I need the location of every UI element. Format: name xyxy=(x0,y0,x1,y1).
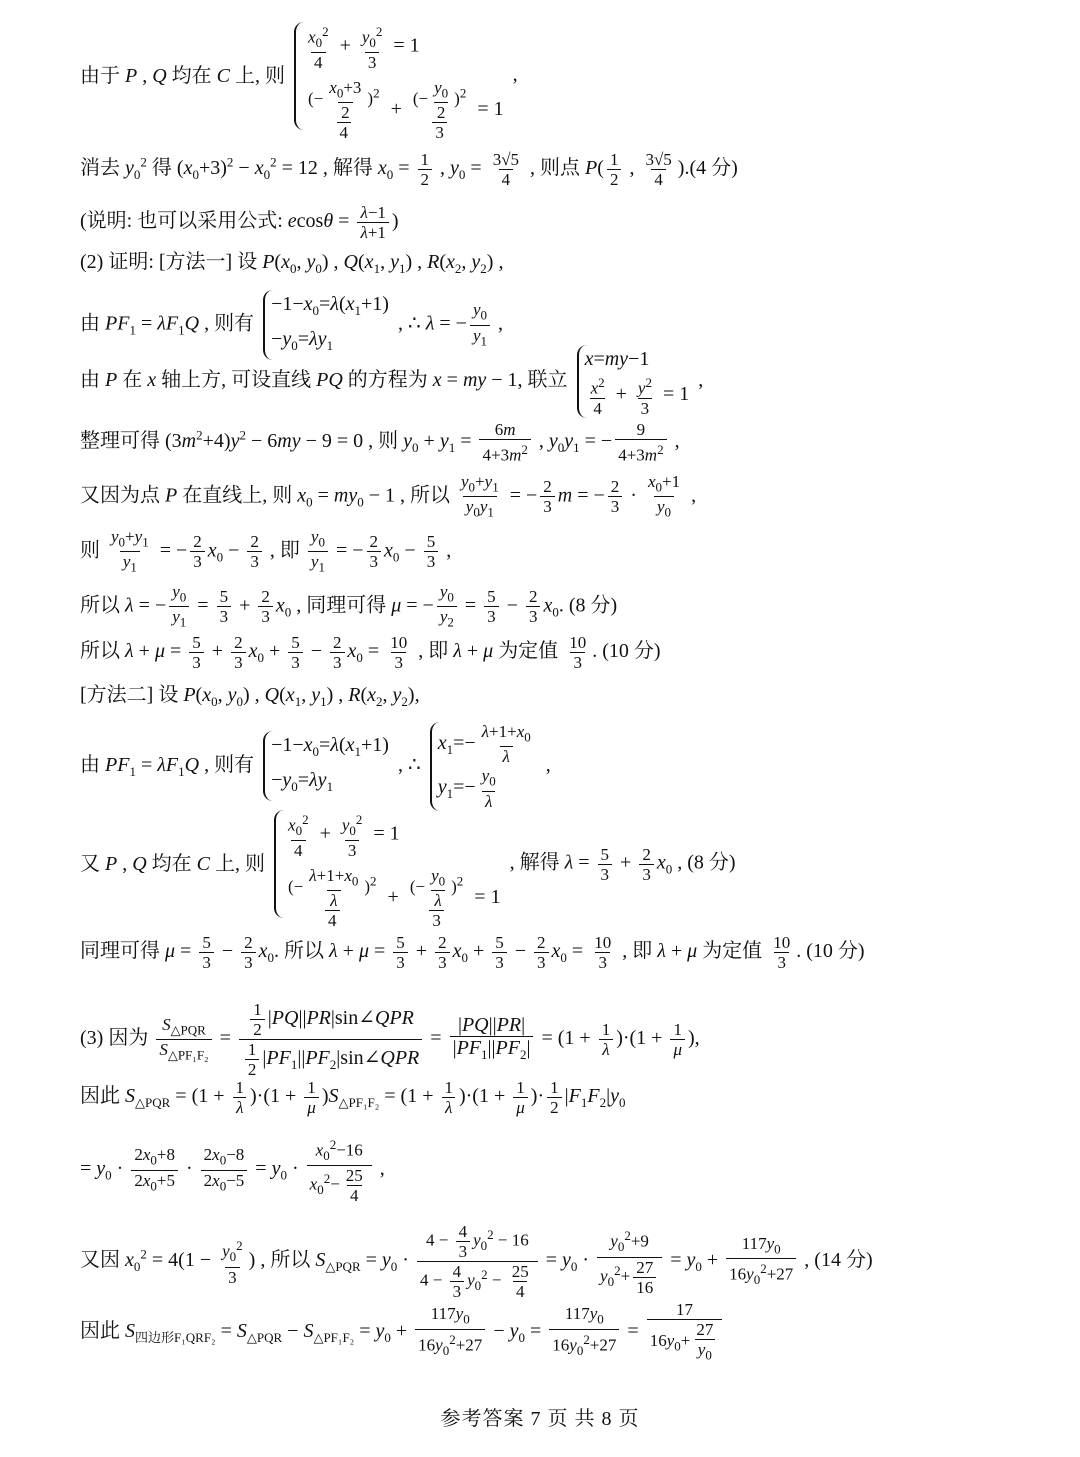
eq-line-1: 由于 P , Q 均在 C 上, 则 $\frac{x_0^2}{4}$ + $\frac{y_0^2}{3}$ = 1 (− $\frac{x_0+3}{2}$ )$^2$ 4 + (− $\frac{y_0}{2}$ )$^2$ 3 = 1 , xyxy=(80,24,518,143)
eq-line-19: 又因 $x_0^2 = 4(1$ − $\frac{y_0^2}{3}$ ) , 所以 $S_{\triangle PQR} = y_0$ · 4 − $\frac{4}{3}$ $y_0^2 - 16$ 4 − $\frac{4}{3}$ $y_0^2$ − $\frac{25}{4}$ = $y_0$ · $y_0^2+9$ $y_0^2+$ $\frac{27}{16}$ = $y_0$ + $\frac{117y_0}{16y_0^2+27}$ , (14 分) xyxy=(80,1222,873,1301)
eq-line-6: 由 P 在 x 轴上方, 可设直线 PQ 的方程为 x = my − 1, 联立 x=my−1 $\frac{x^2}{4}$ + $\frac{y^2}{3}$ = 1 , xyxy=(80,345,703,418)
eq-line-9: 则 $\frac{y_0+y_1}{y_1}$ = − $\frac{2}{3}$ $x_0$ − $\frac{2}{3}$ , 即 $\frac{y_0}{y_1}$ = − $\frac{2}{3}$ $x_0$ − $\frac{5}{3}$ , xyxy=(80,527,452,575)
eq-line-3: (说明: 也可以采用公式: ecosθ = $\frac{\lambda-1}{\lambda+1}$ ) xyxy=(80,203,399,242)
eq-line-2: 消去 $y_0^2$ 得 $(x_0+3)^2 - x_0^2 = 12$ , 解得 $x_0$ = $\frac{1}{2}$ , $y_0$ = $\frac{3√5}{4}$ , 则点 P( $\frac{1}{2}$ , $\frac{3√5}{4}$ ).(4 分) xyxy=(80,150,738,189)
eq-line-17: 因此 $S_{\triangle PQR} = (1$ + $\frac{1}{\lambda}$ )·(1 + $\frac{1}{\mu}$ )$S_{\triangle PF_1F_2} = (1$ + $\frac{1}{\lambda}$ )·(1 + $\frac{1}{\mu}$ )· $\frac{1}{2}$ $|F_1F_2|y_0$ xyxy=(80,1078,626,1117)
eq-line-7: 整理可得 $(3m^2+4)y^2 - 6my - 9 = 0$ , 则 $y_0 + y_1$ = $\frac{6m}{4+3m^2}$ , $y_0y_1$ = − $\frac{9}{4+3m^2}$ , xyxy=(80,420,680,465)
eq-line-11: 所以 λ + μ = $\frac{5}{3}$ + $\frac{2}{3}$ $x_0$ + $\frac{5}{3}$ − $\frac{2}{3}$ $x_0$ = $\frac{10}{3}$ , 即 λ + μ 为定值 $\frac{10}{3}$ . (10 分) xyxy=(80,633,661,672)
eq-line-12: [方法二] 设 $P(x_0$, $y_0$) , $Q(x_1$, $y_1$) , $R(x_2$, $y_2$), xyxy=(80,684,420,709)
eq-line-13: 由 $PF_1 = \lambda F_1Q$ , 则有 $-1-x_0=\lambda(x_1+1)$ $-y_0=\lambda y_1$ , ∴ $x_1=-$ $\frac{\lambda+1+x_0}{\lambda}$ $y_1=-$ $\frac{y_0}{\lambda}$ , xyxy=(80,722,551,811)
page-footer: 参考答案 7 页 共 8 页 xyxy=(440,1408,640,1430)
eq-line-8: 又因为点 P 在直线上, 则 $x_0 = my_0 - 1$ , 所以 $\frac{y_0+y_1}{y_0y_1}$ = − $\frac{2}{3}$ m = − $\frac{2}{3}$ · $\frac{x_0+1}{y_0}$ , xyxy=(80,472,697,520)
eq-line-20: 因此 $S_{四边形F_1QRF_2} = S_{\triangle PQR} - S_{\triangle PF_1F_2} = y_0$ + $\frac{117y_0}{16y_0^2+27}$ − $y_0$ = $\frac{117y_0}{16y_0^2+27}$ = 17 $16y_0+$ $\frac{27}{y_0}$ xyxy=(80,1300,725,1364)
eq-line-16: (3) 因为 $S_{\triangle PQR}$ $S_{\triangle PF_1F_2}$ = $\frac{1}{2}$ |PQ||PR|sin∠QPR $\frac{1}{2}$ $|PF_1||PF_2|\sin\angle QPR$ = $\frac{|PQ||PR|}{|PF_1||PF_2|}$ = (1 + $\frac{1}{\lambda}$ )·(1 + $\frac{1}{\mu}$ ), xyxy=(80,1000,700,1079)
eq-line-5: 由 $PF_1 = \lambda F_1Q$ , 则有 $-1-x_0=\lambda(x_1+1)$ $-y_0=\lambda y_1$ , ∴ λ = − $\frac{y_0}{y_1}$ , xyxy=(80,290,503,360)
eq-line-10: 所以 λ = − $\frac{y_0}{y_1}$ = $\frac{5}{3}$ + $\frac{2}{3}$ $x_0$ , 同理可得 μ = − $\frac{y_0}{y_2}$ = $\frac{5}{3}$ − $\frac{2}{3}$ $x_0$. (8 分) xyxy=(80,582,618,630)
eq-line-4: (2) 证明: [方法一] 设 $P(x_0$, $y_0$) , $Q(x_1$, $y_1$) , $R(x_2$, $y_2$) , xyxy=(80,251,504,276)
eq-line-18: = $y_0$ · $\frac{2x_0+8}{2x_0+5}$ · $\frac{2x_0-8}{2x_0-5}$ = $y_0$ · $x_0^2-16$ $x_0^2-$ $\frac{25}{4}$ , xyxy=(80,1137,385,1206)
eq-line-14: 又 P , Q 均在 C 上, 则 $\frac{x_0^2}{4}$ + $\frac{y_0^2}{3}$ = 1 (− $\frac{\lambda+1+x_0}{\lambda}$ )$^2$ 4 + (− $\frac{y_0}{\lambda}$ )$^2$ 3 = 1 , 解得 λ = $\frac{5}{3}$ + $\frac{2}{3}$ $x_0$ , (8 分) xyxy=(80,812,736,931)
eq-line-15: 同理可得 μ = $\frac{5}{3}$ − $\frac{2}{3}$ $x_0$. 所以 λ + μ = $\frac{5}{3}$ + $\frac{2}{3}$ $x_0$ + $\frac{5}{3}$ − $\frac{2}{3}$ $x_0$ = $\frac{10}{3}$ , 即 λ + μ 为定值 $\frac{10}{3}$ . (10 分) xyxy=(80,933,865,972)
